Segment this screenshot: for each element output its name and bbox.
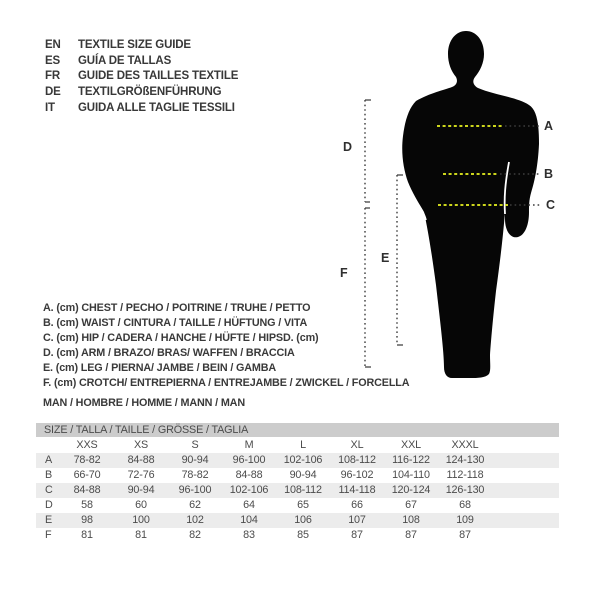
- legend-leg: E. (cm) LEG / PIERNA/ JAMBE / BEIN / GAMBA: [43, 362, 277, 374]
- table-cell: 116-122: [392, 454, 430, 466]
- table-cell: 62: [189, 499, 201, 511]
- table-cell: 84-88: [73, 484, 101, 496]
- table-cell: 90-94: [127, 484, 155, 496]
- language-code: ES: [45, 54, 61, 67]
- row-label: E: [45, 514, 53, 526]
- size-table-grid: [36, 438, 559, 543]
- filler-cell: [492, 468, 559, 483]
- corner-cell: [36, 438, 60, 453]
- table-cell: 124-130: [445, 454, 485, 466]
- table-cell: 107: [348, 514, 366, 526]
- table-cell: 104: [240, 514, 258, 526]
- table-cell: 83: [243, 529, 255, 541]
- legend-chest: A. (cm) CHEST / PECHO / POITRINE / TRUHE / PETTO: [43, 302, 311, 314]
- filler-cell: [492, 453, 559, 468]
- marker-label-a: A: [544, 119, 553, 133]
- table-cell: 82: [189, 529, 201, 541]
- table-row-f: [36, 528, 559, 543]
- table-cell: 72-76: [127, 469, 155, 481]
- table-cell: 65: [297, 499, 309, 511]
- size-table-header-row: [36, 438, 559, 453]
- marker-label-b: B: [544, 167, 553, 181]
- table-cell: 108-112: [338, 454, 376, 466]
- row-label: A: [45, 454, 53, 466]
- table-cell: 64: [243, 499, 255, 511]
- table-cell: 60: [135, 499, 147, 511]
- column-header-m: M: [244, 439, 254, 451]
- table-cell: 112-118: [446, 469, 484, 481]
- table-cell: 90-94: [289, 469, 317, 481]
- language-row-fr: [45, 69, 238, 85]
- table-cell: 87: [405, 529, 417, 541]
- table-cell: 58: [81, 499, 93, 511]
- table-cell: 85: [297, 529, 309, 541]
- column-header-xxl: XXL: [401, 439, 421, 451]
- table-cell: 87: [459, 529, 471, 541]
- language-row-de: [45, 84, 238, 100]
- table-cell: 102: [186, 514, 204, 526]
- table-cell: 108-112: [284, 484, 322, 496]
- table-cell: 96-102: [340, 469, 374, 481]
- table-cell: 87: [351, 529, 363, 541]
- man-silhouette: [402, 31, 539, 378]
- table-cell: 84-88: [235, 469, 263, 481]
- legend-waist: B. (cm) WAIST / CINTURA / TAILLE / HÜFTUNG / VITA: [43, 317, 308, 329]
- table-cell: 78-82: [73, 454, 101, 466]
- table-cell: 102-106: [229, 484, 269, 496]
- filler-cell: [492, 498, 559, 513]
- table-row-d: [36, 498, 559, 513]
- row-label: C: [45, 484, 53, 496]
- column-header-l: L: [300, 439, 306, 451]
- table-cell: 98: [81, 514, 93, 526]
- table-cell: 81: [135, 529, 147, 541]
- legend-hip: C. (cm) HIP / CADERA / HANCHE / HÜFTE / HIPSD. (cm): [43, 332, 319, 344]
- row-label: F: [45, 529, 52, 541]
- table-row-b: [36, 468, 559, 483]
- filler-cell: [492, 438, 559, 453]
- marker-label-d: D: [343, 140, 352, 154]
- language-row-en: [45, 37, 238, 53]
- table-row-e: [36, 513, 559, 528]
- table-cell: 96-100: [232, 454, 266, 466]
- table-cell: 68: [459, 499, 471, 511]
- table-cell: 100: [132, 514, 150, 526]
- table-cell: 106: [294, 514, 312, 526]
- table-row-c: [36, 483, 559, 498]
- table-cell: 120-124: [391, 484, 431, 496]
- guide-title-fr: GUIDE DES TAILLES TEXTILE: [78, 70, 239, 83]
- row-label: B: [45, 469, 53, 481]
- table-cell: 102-106: [283, 454, 323, 466]
- marker-label-e: E: [381, 251, 390, 265]
- column-header-s: S: [191, 439, 199, 451]
- table-cell: 84-88: [127, 454, 155, 466]
- table-cell: 78-82: [181, 469, 209, 481]
- marker-label-c: C: [546, 198, 555, 212]
- table-cell: 114-118: [338, 484, 376, 496]
- language-code: IT: [45, 102, 55, 115]
- table-cell: 67: [405, 499, 417, 511]
- size-table-title: SIZE / TALLA / TAILLE / GRÖSSE / TAGLIA: [36, 423, 559, 437]
- filler-cell: [492, 528, 559, 543]
- language-code: FR: [45, 70, 61, 83]
- column-header-xxs: XXS: [76, 439, 98, 451]
- language-title-list: [45, 37, 238, 116]
- column-header-xs: XS: [133, 439, 149, 451]
- table-cell: 96-100: [178, 484, 212, 496]
- row-label: D: [45, 499, 53, 511]
- column-header-xl: XL: [350, 439, 364, 451]
- table-cell: 108: [402, 514, 420, 526]
- language-row-es: [45, 53, 238, 69]
- legend-crotch: F. (cm) CROTCH/ ENTREPIERNA / ENTREJAMBE / ZWICKEL / FORCELLA: [43, 377, 410, 389]
- guide-title-en: TEXTILE SIZE GUIDE: [78, 38, 191, 51]
- table-cell: 81: [81, 529, 93, 541]
- table-cell: 104-110: [392, 469, 430, 481]
- language-code: DE: [45, 86, 61, 99]
- legend-arm: D. (cm) ARM / BRAZO/ BRAS/ WAFFEN / BRACCIA: [43, 347, 295, 359]
- guide-title-de: TEXTILGRÖßENFÜHRUNG: [78, 86, 222, 99]
- table-cell: 126-130: [445, 484, 485, 496]
- table-cell: 109: [456, 514, 474, 526]
- table-row-a: [36, 453, 559, 468]
- filler-cell: [492, 513, 559, 528]
- table-cell: 66: [351, 499, 363, 511]
- language-code: EN: [45, 38, 61, 51]
- table-cell: 90-94: [181, 454, 209, 466]
- marker-label-f: F: [340, 266, 348, 280]
- gender-line: MAN / HOMBRE / HOMME / MANN / MAN: [43, 397, 245, 409]
- language-row-it: [45, 100, 238, 116]
- size-table: [36, 423, 559, 543]
- table-cell: 66-70: [73, 469, 101, 481]
- guide-title-it: GUIDA ALLE TAGLIE TESSILI: [78, 102, 235, 115]
- measurement-legend: [43, 301, 409, 411]
- column-header-xxxl: XXXL: [451, 439, 479, 451]
- filler-cell: [492, 483, 559, 498]
- guide-title-es: GUÍA DE TALLAS: [78, 54, 172, 67]
